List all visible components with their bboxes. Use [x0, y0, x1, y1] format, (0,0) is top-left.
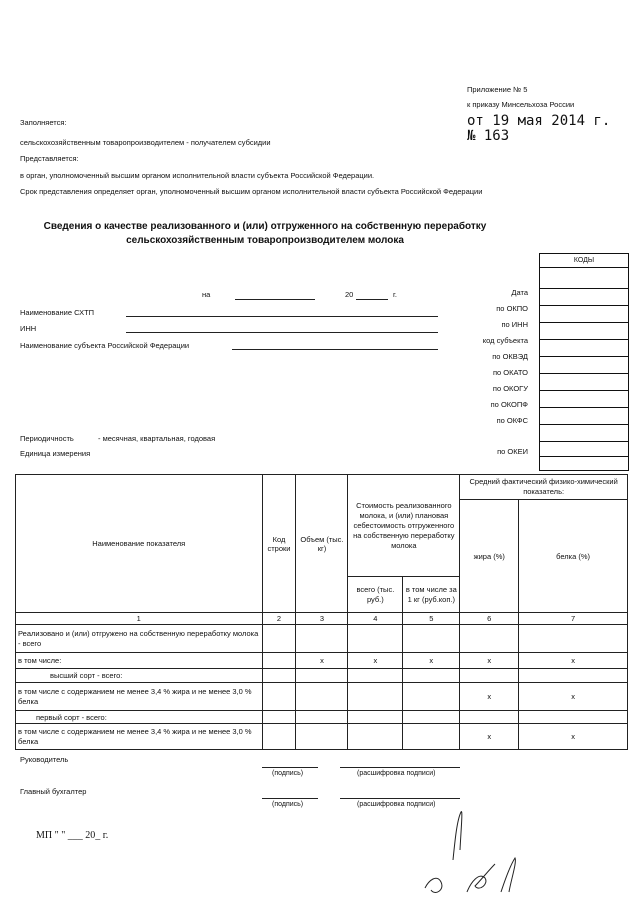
header-volume: Объем (тыс. кг) — [296, 475, 348, 613]
row-cell[interactable] — [262, 711, 296, 724]
code-cell-extra[interactable] — [540, 442, 628, 457]
head-sign-caption: (подпись) — [272, 770, 304, 777]
code-cell-okei[interactable] — [540, 457, 628, 470]
accountant-decode-line[interactable] — [340, 798, 460, 799]
code-cell-okved[interactable] — [540, 357, 628, 374]
row-cell[interactable]: x — [519, 683, 628, 711]
code-label-okei: по ОКЕИ — [497, 447, 528, 456]
accountant-sign-line[interactable] — [262, 798, 318, 799]
unit-label: Единица измерения — [20, 449, 91, 458]
form-title-line2: сельскохозяйственным товаропроизводителем молока — [126, 235, 404, 246]
row-cell[interactable] — [296, 669, 348, 683]
row-cell[interactable] — [262, 683, 296, 711]
row-cell[interactable] — [403, 711, 460, 724]
head-label: Руководитель — [20, 755, 69, 764]
col-number: 3 — [296, 613, 348, 625]
code-label-okopf: по ОКОПФ — [490, 400, 528, 409]
row-cell[interactable] — [262, 653, 296, 669]
row-cell[interactable] — [519, 711, 628, 724]
submitted-value: в орган, уполномоченный высшим органом исполнительной власти субъекта Российской Федерации. — [20, 171, 375, 180]
year-line[interactable] — [356, 299, 388, 300]
date-line[interactable] — [235, 299, 315, 300]
row-cell[interactable] — [348, 711, 403, 724]
handwritten-signature — [415, 800, 535, 900]
code-cell-okato[interactable] — [540, 374, 628, 391]
table-row — [16, 625, 628, 653]
row-cell[interactable] — [403, 683, 460, 711]
table-row — [16, 653, 628, 669]
header-code: Код строки — [262, 475, 296, 613]
row-cell[interactable]: x — [403, 653, 460, 669]
table-row — [16, 711, 628, 724]
row-cell[interactable]: x — [296, 653, 348, 669]
code-cell-okpo[interactable] — [540, 306, 628, 323]
row-cell[interactable]: x — [460, 724, 519, 750]
col-number: 1 — [16, 613, 263, 625]
row-cell[interactable]: x — [460, 653, 519, 669]
appendix-number: № 163 — [467, 128, 510, 144]
row-cell[interactable]: x — [348, 653, 403, 669]
on-label: на — [202, 290, 211, 299]
row-cell[interactable] — [348, 683, 403, 711]
code-cell-inn[interactable] — [540, 323, 628, 340]
header-avg: Средний фактический физико-химический показатель: — [460, 475, 628, 500]
quality-table — [15, 474, 628, 750]
head-decode-caption: (расшифровка подписи) — [357, 770, 436, 777]
row-cell[interactable] — [403, 724, 460, 750]
row-cell[interactable] — [460, 711, 519, 724]
filled-by-value: сельскохозяйственным товаропроизводителем - получателем субсидии — [20, 138, 271, 147]
appendix-line1: Приложение № 5 — [467, 85, 528, 94]
row-name: первый сорт - всего: — [16, 711, 263, 724]
codes-blank-cell — [540, 268, 628, 289]
code-label-subject: код субъекта — [482, 336, 528, 345]
appendix-date: от 19 мая 2014 г. — [467, 113, 611, 129]
col-number: 7 — [519, 613, 628, 625]
row-name: в том числе: — [16, 653, 263, 669]
header-cost: Стоимость реализованного молока, и (или) плановая себестоимость отгруженного на собственную переработку молока — [348, 475, 460, 577]
header-fat: жира (%) — [460, 500, 519, 613]
row-cell[interactable] — [348, 625, 403, 653]
year-suffix: г. — [393, 290, 397, 299]
code-label-okogu: по ОКОГУ — [492, 384, 528, 393]
header-name: Наименование показателя — [16, 475, 263, 613]
row-cell[interactable] — [296, 625, 348, 653]
col-number: 2 — [262, 613, 296, 625]
code-label-date: Дата — [511, 288, 528, 297]
row-cell[interactable] — [403, 669, 460, 683]
row-cell[interactable] — [403, 625, 460, 653]
code-cell-okfs[interactable] — [540, 425, 628, 442]
col-number: 6 — [460, 613, 519, 625]
col-number: 5 — [403, 613, 460, 625]
head-decode-line[interactable] — [340, 767, 460, 768]
row-cell[interactable] — [262, 669, 296, 683]
row-cell[interactable]: x — [460, 683, 519, 711]
row-cell[interactable] — [262, 625, 296, 653]
code-cell-date[interactable] — [540, 289, 628, 306]
row-cell[interactable] — [348, 724, 403, 750]
code-label-inn: по ИНН — [501, 320, 528, 329]
row-cell[interactable] — [519, 669, 628, 683]
header-protein: белка (%) — [519, 500, 628, 613]
appendix-line2: к приказу Минсельхоза России — [467, 100, 575, 109]
row-cell[interactable] — [460, 625, 519, 653]
row-name: Реализовано и (или) отгружено на собственную переработку молока - всего — [16, 625, 263, 653]
row-name: в том числе с содержанием не менее 3,4 % жира и не менее 3,0 % белка — [16, 724, 263, 750]
year-prefix: 20 — [345, 290, 354, 299]
filled-by-label: Заполняется: — [20, 118, 67, 127]
form-title-line1: Сведения о качестве реализованного и (или) отгруженного на собственную переработку — [43, 221, 487, 232]
schtp-name-label: Наименование СХТП — [20, 308, 95, 317]
row-cell[interactable] — [348, 669, 403, 683]
row-cell[interactable] — [262, 724, 296, 750]
row-cell[interactable]: x — [519, 724, 628, 750]
row-cell[interactable] — [296, 724, 348, 750]
deadline-text: Срок представления определяет орган, уполномоченный высшим органом исполнительной власти субъекта Российской Федерации — [20, 187, 483, 196]
codes-header: КОДЫ — [540, 254, 628, 268]
code-label-okpo: по ОКПО — [496, 304, 528, 313]
code-label-okato: по ОКАТО — [492, 368, 528, 377]
head-sign-line[interactable] — [262, 767, 318, 768]
code-label-okved: по ОКВЭД — [492, 352, 528, 361]
code-cell-okopf[interactable] — [540, 408, 628, 425]
accountant-decode-caption: (расшифровка подписи) — [357, 801, 436, 808]
periodicity-label: Периодичность — [20, 434, 74, 443]
table-row — [16, 669, 628, 683]
schtp-name-line[interactable] — [126, 316, 438, 317]
row-cell[interactable]: x — [519, 653, 628, 669]
table-row — [16, 683, 628, 711]
inn-label: ИНН — [20, 324, 37, 333]
code-label-okfs: по ОКФС — [496, 416, 528, 425]
header-cost-per-kg: в том числе за 1 кг (руб.коп.) — [403, 577, 460, 613]
row-cell[interactable] — [460, 669, 519, 683]
subject-name-line[interactable] — [232, 349, 438, 350]
row-cell[interactable] — [296, 683, 348, 711]
codes-box — [539, 253, 629, 471]
accountant-label: Главный бухгалтер — [20, 787, 87, 796]
row-cell[interactable] — [519, 625, 628, 653]
submitted-label: Представляется: — [20, 154, 79, 163]
code-cell-subject[interactable] — [540, 340, 628, 357]
inn-line[interactable] — [126, 332, 438, 333]
code-cell-okogu[interactable] — [540, 391, 628, 408]
col-number: 4 — [348, 613, 403, 625]
row-name: в том числе с содержанием не менее 3,4 % жира и не менее 3,0 % белка — [16, 683, 263, 711]
subject-name-label: Наименование субъекта Российской Федерации — [20, 341, 190, 350]
row-name: высший сорт - всего: — [16, 669, 263, 683]
header-cost-total: всего (тыс. руб.) — [348, 577, 403, 613]
row-cell[interactable] — [296, 711, 348, 724]
periodicity-value: - месячная, квартальная, годовая — [98, 434, 216, 443]
mp-line: МП " " ___ 20_ г. — [36, 830, 109, 841]
table-row — [16, 724, 628, 750]
accountant-sign-caption: (подпись) — [272, 801, 304, 808]
column-numbers-row — [16, 613, 628, 625]
